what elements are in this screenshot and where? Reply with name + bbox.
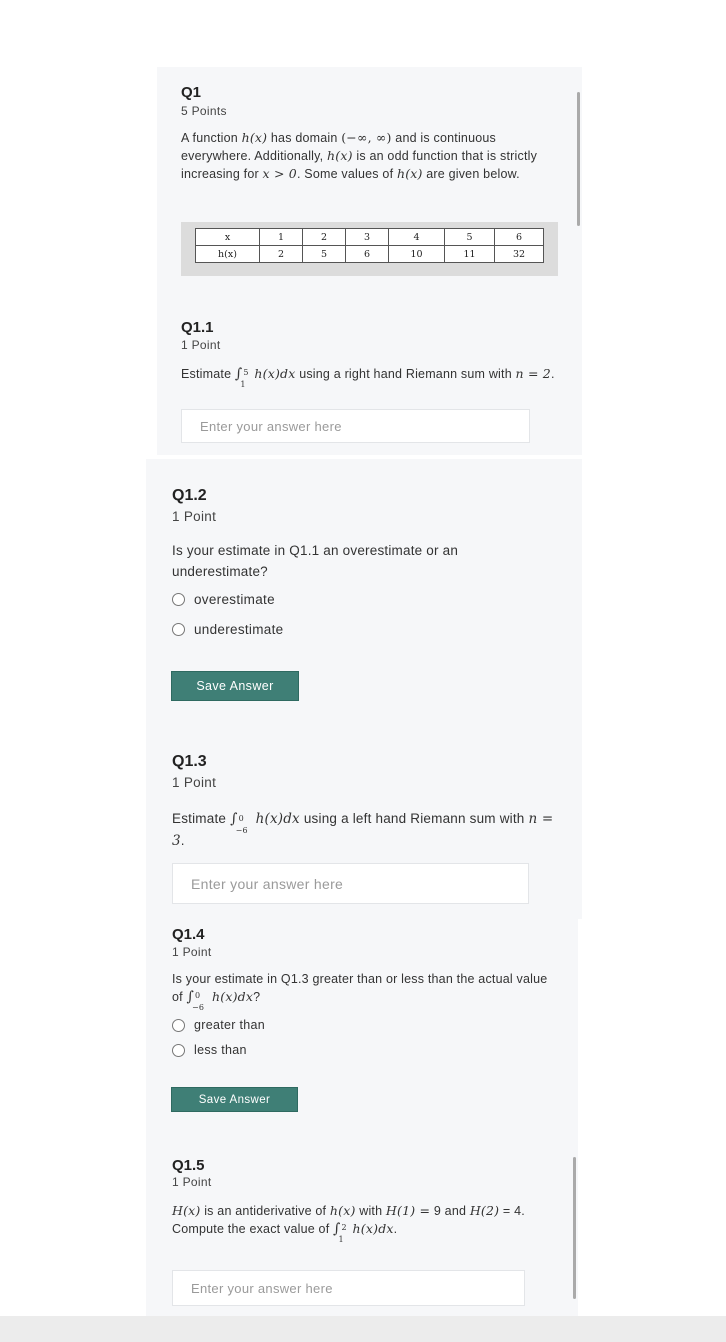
radio-option-less-than[interactable] — [172, 1043, 247, 1057]
q1-1-title: Q1.1 — [181, 319, 214, 336]
table-cell: 6 — [346, 246, 389, 263]
radio-label: underestimate — [194, 622, 284, 637]
q1-points: 5 Points — [181, 104, 227, 118]
table-cell: 11 — [445, 246, 495, 263]
q1-3-title: Q1.3 — [172, 753, 207, 770]
table-cell: 32 — [495, 246, 544, 263]
save-answer-button[interactable]: Save Answer — [171, 1087, 298, 1112]
q1-description: A function h(x) has domain (−∞, ∞) and is continuous everywhere. Additionally, h(x) is an odd function that is strictly increasing for x > 0. Some values of h(x) are given below. — [181, 130, 538, 181]
table-cell: 1 — [260, 229, 303, 246]
radio-button[interactable] — [172, 593, 185, 606]
table-cell: 6 — [495, 229, 544, 246]
q1-2-title: Q1.2 — [172, 487, 207, 504]
q1-5-title: Q1.5 — [172, 1157, 205, 1174]
q1-1-points: 1 Point — [181, 338, 221, 352]
table-cell: x — [196, 229, 260, 246]
q1-2-points: 1 Point — [172, 509, 217, 524]
q1-5-answer-input[interactable]: Enter your answer here — [172, 1270, 525, 1306]
save-answer-button[interactable]: Save Answer — [171, 671, 299, 701]
q1-2-question: Is your estimate in Q1.1 an overestimate or an underestimate? — [172, 543, 459, 579]
radio-button[interactable] — [172, 1019, 185, 1032]
values-table — [195, 228, 544, 263]
q1-4-title: Q1.4 — [172, 926, 205, 943]
table-cell: h(x) — [196, 246, 260, 263]
q1-5-points: 1 Point — [172, 1175, 212, 1189]
q1-4-question: Is your estimate in Q1.3 greater than or less than the actual value of ∫ 0 −6 h(x)dx? — [172, 972, 548, 1012]
radio-label: less than — [194, 1043, 247, 1057]
radio-label: greater than — [194, 1018, 266, 1032]
radio-label: overestimate — [194, 592, 275, 607]
radio-button[interactable] — [172, 623, 185, 636]
table-cell: 3 — [346, 229, 389, 246]
radio-option-underestimate[interactable] — [172, 622, 283, 637]
table-cell: 5 — [445, 229, 495, 246]
table-cell: 10 — [389, 246, 445, 263]
q1-1-question: Estimate ∫ 5 1 h(x)dx using a right hand Riemann sum with n = 2. — [181, 366, 555, 389]
q1-5-question: H(x) is an antiderivative of h(x) with H(1) = 9 and H(2) = 4. Compute the exact value of ∫ 2 1 h(x)dx. — [172, 1203, 525, 1244]
radio-option-greater-than[interactable] — [172, 1018, 265, 1032]
q1-4-points: 1 Point — [172, 945, 212, 959]
q1-title: Q1 — [181, 84, 202, 101]
radio-option-overestimate[interactable] — [172, 592, 275, 607]
table-row — [196, 246, 544, 263]
scrollbar-thumb[interactable] — [573, 1157, 576, 1299]
radio-button[interactable] — [172, 1044, 185, 1057]
table-cell: 4 — [389, 229, 445, 246]
scrollbar-thumb[interactable] — [577, 92, 580, 226]
q1-3-points: 1 Point — [172, 775, 217, 790]
table-cell: 2 — [303, 229, 346, 246]
table-cell: 5 — [303, 246, 346, 263]
q1-3-answer-input[interactable]: Enter your answer here — [172, 863, 529, 904]
q1-3-question: Estimate ∫ 0 −6 h(x)dx using a left hand Riemann sum with n = 3. — [172, 811, 554, 849]
bottom-bar — [0, 1316, 726, 1342]
table-cell: 2 — [260, 246, 303, 263]
q1-1-answer-input[interactable]: Enter your answer here — [181, 409, 530, 443]
table-row — [196, 229, 544, 246]
